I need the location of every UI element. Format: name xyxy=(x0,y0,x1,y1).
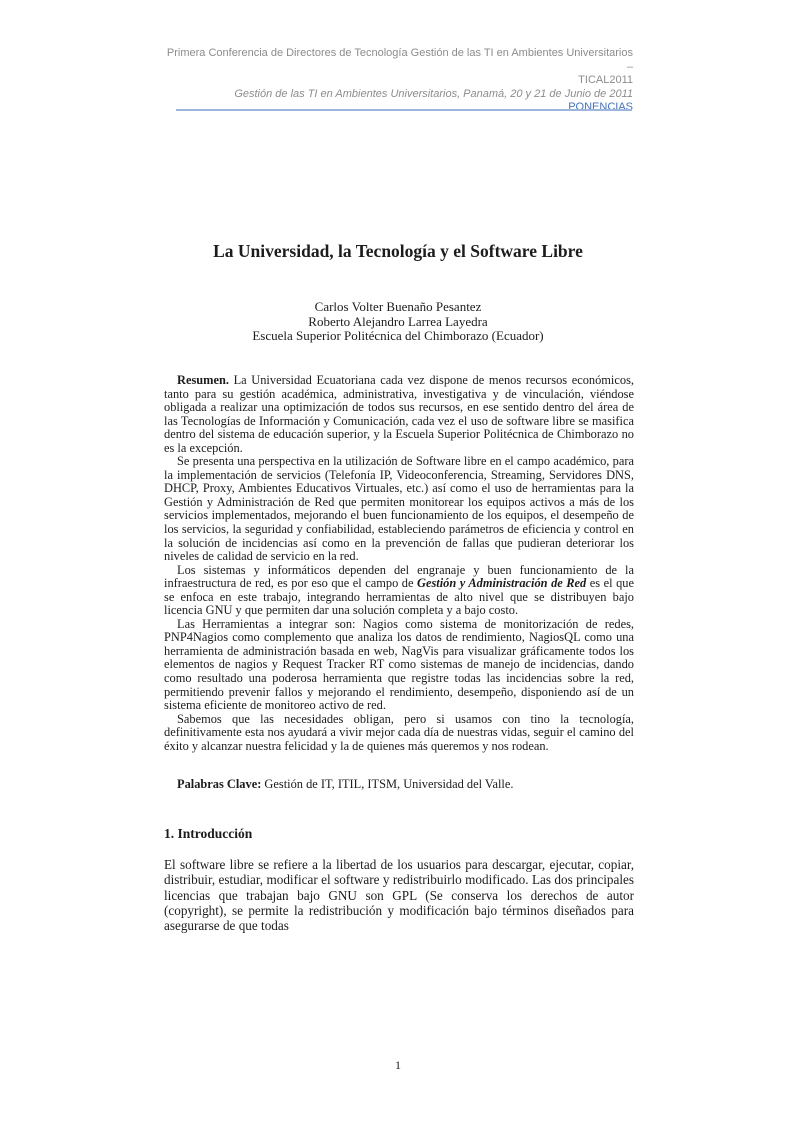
abstract-paragraph: Las Herramientas a integrar son: Nagios como sistema de monitorización de redes, PNP4Nagios como complemento que analiza los datos de rendimiento, NagiosQL como una herramienta de administración basada en web, NagVis para visualizar gráficamente todos los elementos de nagios y Request Tracker RT como sistemas de manejo de incidencias, dando como resultado una poderosa herramienta que registre todas las incidencias sobre la red, permitiendo prevenir fallos y mejorando el rendimiento, desempeño, disponiendo así de un sistema eficiente de monitoreo activo de red. xyxy=(164,616,634,713)
abstract-paragraph-text: La Universidad Ecuatoriana cada vez dispone de menos recursos económicos, tanto para su gestión académica, administrativa, investigativa y de vinculación, viéndose obligada a realizar una optimización de todos sus recursos, en ese sentido dentro del área de las Tecnologías de Información y Comunicación, cada vez el uso de software libre se masifica dentro del sistema de educación superior, y la Escuela Superior Politécnica de Chimborazo no es la excepción. xyxy=(164,373,634,455)
page-number: 1 xyxy=(395,1058,401,1072)
page-header xyxy=(163,47,633,115)
abstract-paragraph xyxy=(164,564,634,618)
author-block xyxy=(163,300,633,344)
emphasis-phrase: Gestión y Administración de Red xyxy=(417,576,587,591)
author-line: Carlos Volter Buenaño Pesantez xyxy=(314,299,482,314)
body-paragraph: El software libre se refiere a la libertad de los usuarios para descargar, ejecutar, copiar, distribuir, estudiar, modificar el software y redistribuirlo modificado. Las dos principales licencias que trabajan bajo GNU son GPL (Se conserva los derechos de autor (copyright), se permite la redistribución y modificación bajo términos diseñados para asegurarse de que todas xyxy=(164,857,634,934)
ponencias-label: PONENCIAS xyxy=(568,101,633,113)
abstract-paragraph xyxy=(164,374,634,455)
abstract-paragraph-text: es el que se enfoca en este trabajo, integrando herramientas de alto nivel que se distribuyen bajo licencia GNU y que permiten dar una solución completa y a bajo costo. xyxy=(164,576,634,618)
abstract-paragraph: Sabemos que las necesidades obligan, pero si usamos con tino la tecnología, definitivamente esta nos ayudará a vivir mejor cada día de nuestras vidas, seguir el camino del éxito y alcanzar nuestra felicidad y la de quienes más queremos y nos rodean. xyxy=(164,711,634,753)
abstract-lead-label: Resumen. xyxy=(177,373,229,387)
conference-title-line: Primera Conferencia de Directores de Tecnología Gestión de las TI en Ambientes Universitarios – xyxy=(166,47,633,73)
author-line: Roberto Alejandro Larrea Layedra xyxy=(308,313,488,329)
keywords-line xyxy=(164,778,634,792)
abstract-paragraph-text: Los sistemas y informáticos dependen del engranaje y buen funcionamiento de la infraestructura de red, es por eso que el campo de xyxy=(164,562,634,591)
keywords-label: Palabras Clave: xyxy=(177,777,262,791)
affiliation-line: Escuela Superior Politécnica del Chimborazo (Ecuador) xyxy=(252,328,544,344)
abstract-paragraph: Se presenta una perspectiva en la utilización de Software libre en el campo académico, para la implementación de servicios (Telefonía IP, Videoconferencia, Streaming, Servidores DNS, DHCP, Proxy, Ambientes Educativos Virtuales, etc.) así como el uso de herramientas para la Gestión y Administración de Red que permiten monitorear los equipos activos a más de los servicios implementados, mejorando el buen funcionamiento de los equipos, el desempeño de los servicios, la seguridad y confiabilidad, estableciendo parámetros de eficiencia y control en la solución de incidencias así como en la prevención de fallas que pudieran deteriorar los niveles de calidad de servicio en la red. xyxy=(164,454,634,564)
abstract-block xyxy=(164,374,634,753)
keywords-text: Gestión de IT, ITIL, ITSM, Universidad del Valle. xyxy=(261,777,514,791)
conference-subtitle: Gestión de las TI en Ambientes Universitarios, Panamá, 20 y 21 de Junio de 2011 xyxy=(234,87,633,100)
conference-acronym: TICAL2011 xyxy=(578,74,633,86)
header-rule xyxy=(176,109,632,111)
paper-title: La Universidad, la Tecnología y el Software Libre xyxy=(213,241,583,261)
section-heading-introduccion: 1. Introducción xyxy=(164,826,253,841)
